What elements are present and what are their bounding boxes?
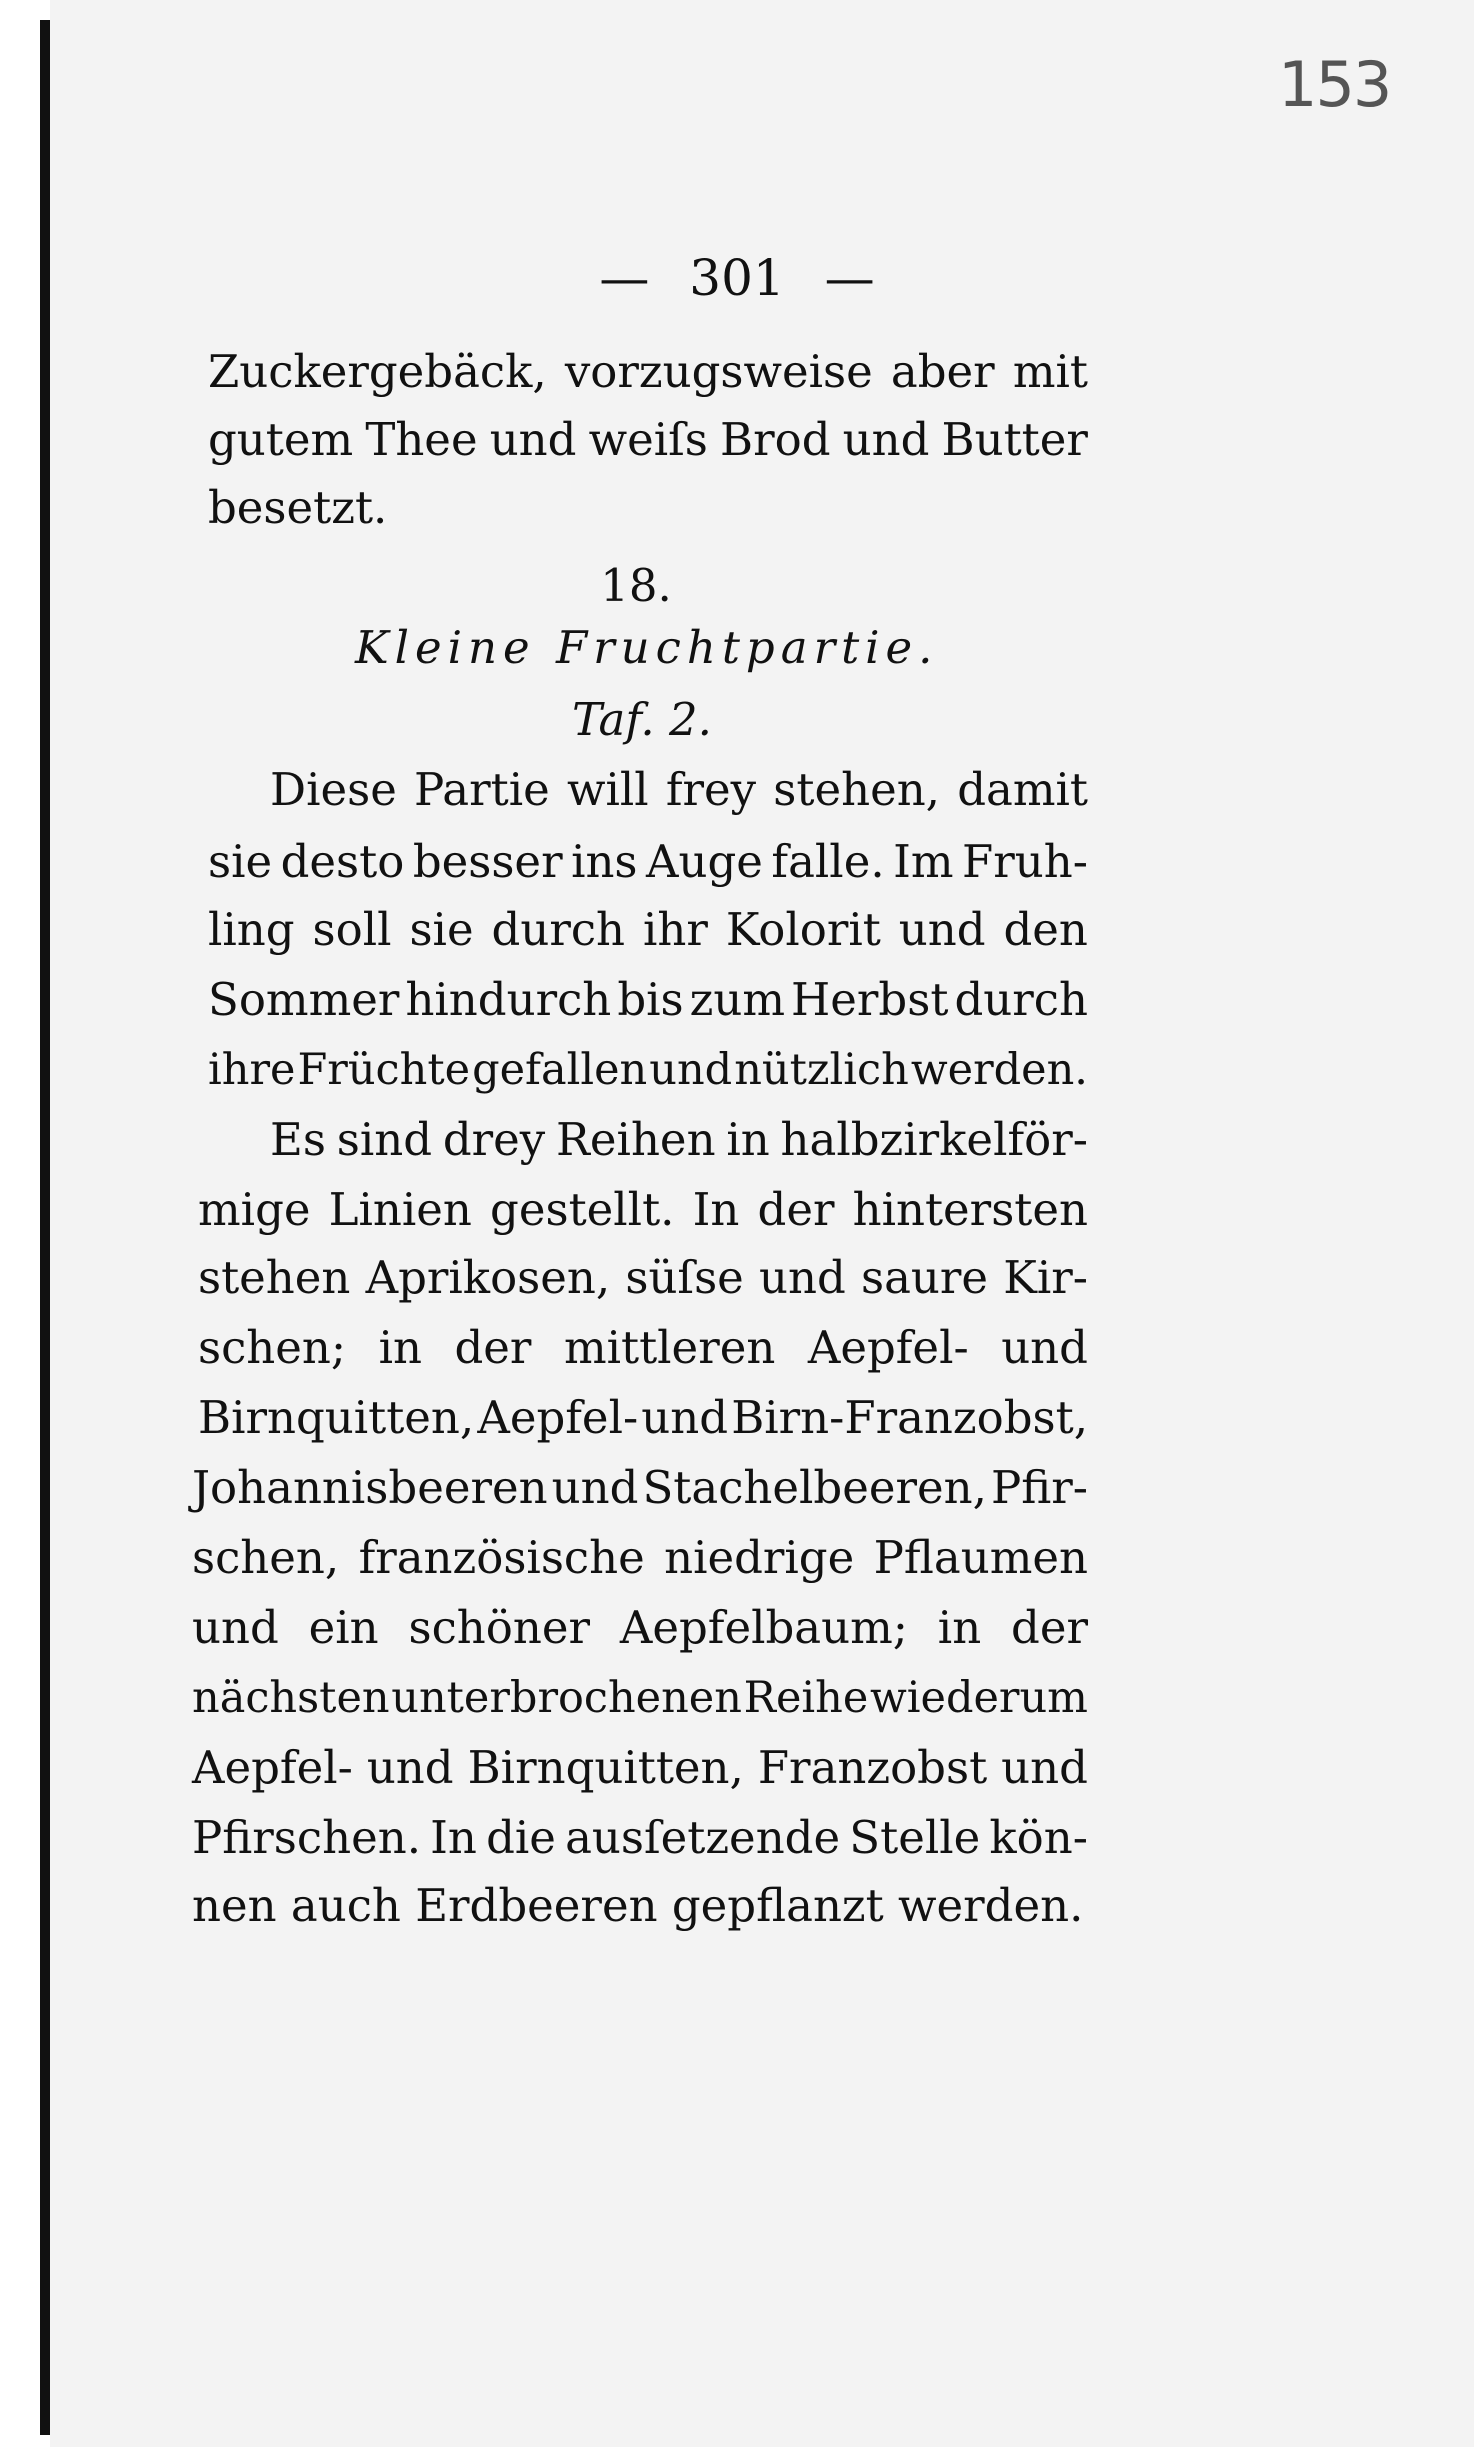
text-line	[208, 342, 1088, 402]
left-margin	[0, 0, 40, 2447]
word: Pfir-	[990, 1461, 1088, 1514]
word: mittleren	[563, 1321, 776, 1374]
word: und	[192, 1601, 279, 1654]
word: und	[489, 413, 577, 466]
word: Pfirschen.	[192, 1811, 421, 1864]
text-line	[208, 970, 1088, 1030]
word: ihr	[642, 903, 708, 956]
word: Butter	[941, 413, 1088, 466]
word: soll	[312, 903, 392, 956]
text-line	[192, 1458, 1088, 1518]
word: falle.	[771, 835, 885, 888]
word: damit	[957, 763, 1088, 816]
plate-reference: Taf. 2.	[572, 693, 712, 746]
word: stehen,	[773, 763, 940, 816]
word: durch	[491, 903, 626, 956]
section-number: 18.	[600, 559, 672, 612]
word: französische	[358, 1531, 645, 1584]
word: schen,	[192, 1531, 340, 1584]
word: Birnquitten,	[198, 1391, 475, 1444]
word: Sommer	[208, 973, 400, 1026]
word: hintersten	[852, 1183, 1088, 1236]
text-line	[198, 1180, 1088, 1240]
word: und	[759, 1251, 846, 1304]
word: und	[1001, 1321, 1088, 1374]
text-line	[270, 1110, 1088, 1170]
word: schen;	[198, 1321, 347, 1374]
word: schöner	[408, 1601, 591, 1654]
word: in	[378, 1321, 422, 1374]
word: Thee	[365, 413, 478, 466]
word: Früchte	[297, 1045, 471, 1095]
word: und	[641, 1391, 729, 1444]
word: In	[430, 1811, 477, 1864]
word: Diese	[270, 763, 397, 816]
word: der	[454, 1321, 532, 1374]
word: vorzugsweise	[564, 345, 873, 398]
word: und	[842, 413, 930, 466]
folio-mark: 153	[1278, 48, 1391, 121]
word: Aprikosen,	[365, 1251, 611, 1304]
word: sind	[336, 1113, 433, 1166]
word: drey	[442, 1113, 546, 1166]
word: Aepfel-	[807, 1321, 969, 1374]
text-line	[270, 760, 1088, 820]
word: Reihe	[743, 1673, 869, 1723]
page-number: — 301 —	[599, 249, 875, 307]
word: und	[551, 1461, 639, 1514]
word: nächsten	[192, 1673, 390, 1723]
word: Johannisbeeren	[192, 1461, 548, 1514]
word: ihre	[208, 1045, 296, 1095]
text-line	[198, 1248, 1088, 1308]
word: und	[649, 1045, 733, 1095]
text-line	[192, 1668, 1088, 1728]
text-line	[198, 1388, 1088, 1448]
word: ein	[308, 1601, 379, 1654]
text-line: besetzt.	[208, 481, 388, 534]
section-title: Kleine Fruchtpartie.	[355, 621, 939, 674]
word: ling	[208, 903, 295, 956]
word: die	[486, 1811, 556, 1864]
word: Kir-	[1003, 1251, 1088, 1304]
word: Aepfelbaum;	[619, 1601, 908, 1654]
text-line	[208, 410, 1088, 470]
word: durch	[954, 973, 1088, 1026]
word: in	[726, 1113, 770, 1166]
word: Aepfel-	[477, 1391, 639, 1444]
word: aber	[890, 345, 995, 398]
word: in	[937, 1601, 982, 1654]
text-line	[198, 1318, 1088, 1378]
word: Franzobst	[757, 1741, 988, 1794]
word: der	[1011, 1601, 1088, 1654]
word: Zuckergebäck,	[208, 345, 547, 398]
word: süſse	[625, 1251, 744, 1304]
text-line	[208, 1040, 1088, 1100]
word: halbzirkelför-	[780, 1113, 1088, 1166]
word: nützlich	[734, 1045, 909, 1095]
word: hindurch	[405, 973, 612, 1026]
word: und	[898, 903, 986, 956]
word: Birn-Franzobst,	[731, 1391, 1088, 1444]
word: wiederum	[869, 1673, 1088, 1723]
word: kön-	[989, 1811, 1088, 1864]
text-line	[192, 1528, 1088, 1588]
word: bis	[617, 973, 684, 1026]
word: Herbst	[791, 973, 949, 1026]
word: zum	[689, 973, 786, 1026]
word: mit	[1012, 345, 1088, 398]
word: Aepfel-	[192, 1741, 353, 1794]
word: weiſs	[588, 413, 708, 466]
word: und	[366, 1741, 454, 1794]
word: Fruh-	[962, 835, 1088, 888]
word: Es	[270, 1113, 326, 1166]
word: Pflaumen	[873, 1531, 1088, 1584]
word: der	[757, 1183, 835, 1236]
text-line: nen auch Erdbeeren gepflanzt werden.	[192, 1879, 1084, 1932]
word: gefallen	[472, 1045, 648, 1095]
text-line	[192, 1738, 1088, 1798]
word: besser	[412, 835, 563, 888]
word: Auge	[646, 835, 763, 888]
word: mige	[198, 1183, 311, 1236]
word: desto	[280, 835, 405, 888]
word: Im	[893, 835, 954, 888]
word: Reihen	[556, 1113, 716, 1166]
word: Partie	[414, 763, 550, 816]
word: Brod	[720, 413, 831, 466]
word: frey	[665, 763, 757, 816]
word: Stachelbeeren,	[642, 1461, 987, 1514]
word: Linien	[328, 1183, 472, 1236]
word: unterbrochenen	[391, 1673, 742, 1723]
word: gutem	[208, 413, 354, 466]
text-line	[208, 900, 1088, 960]
word: ins	[571, 835, 638, 888]
text-line	[192, 1808, 1088, 1868]
word: In	[692, 1183, 740, 1236]
word: Kolorit	[725, 903, 881, 956]
word: den	[1003, 903, 1088, 956]
word: und	[1001, 1741, 1088, 1794]
word: ausſetzende	[565, 1811, 841, 1864]
word: saure	[860, 1251, 989, 1304]
word: stehen	[198, 1251, 351, 1304]
word: sie	[208, 835, 273, 888]
word: werden.	[910, 1045, 1088, 1095]
word: sie	[409, 903, 474, 956]
word: Stelle	[849, 1811, 981, 1864]
text-line	[208, 832, 1088, 892]
text-line	[192, 1598, 1088, 1658]
word: Birnquitten,	[467, 1741, 744, 1794]
word: niedrige	[664, 1531, 855, 1584]
binding-edge	[40, 20, 50, 2435]
word: gestellt.	[490, 1183, 675, 1236]
word: will	[566, 763, 649, 816]
